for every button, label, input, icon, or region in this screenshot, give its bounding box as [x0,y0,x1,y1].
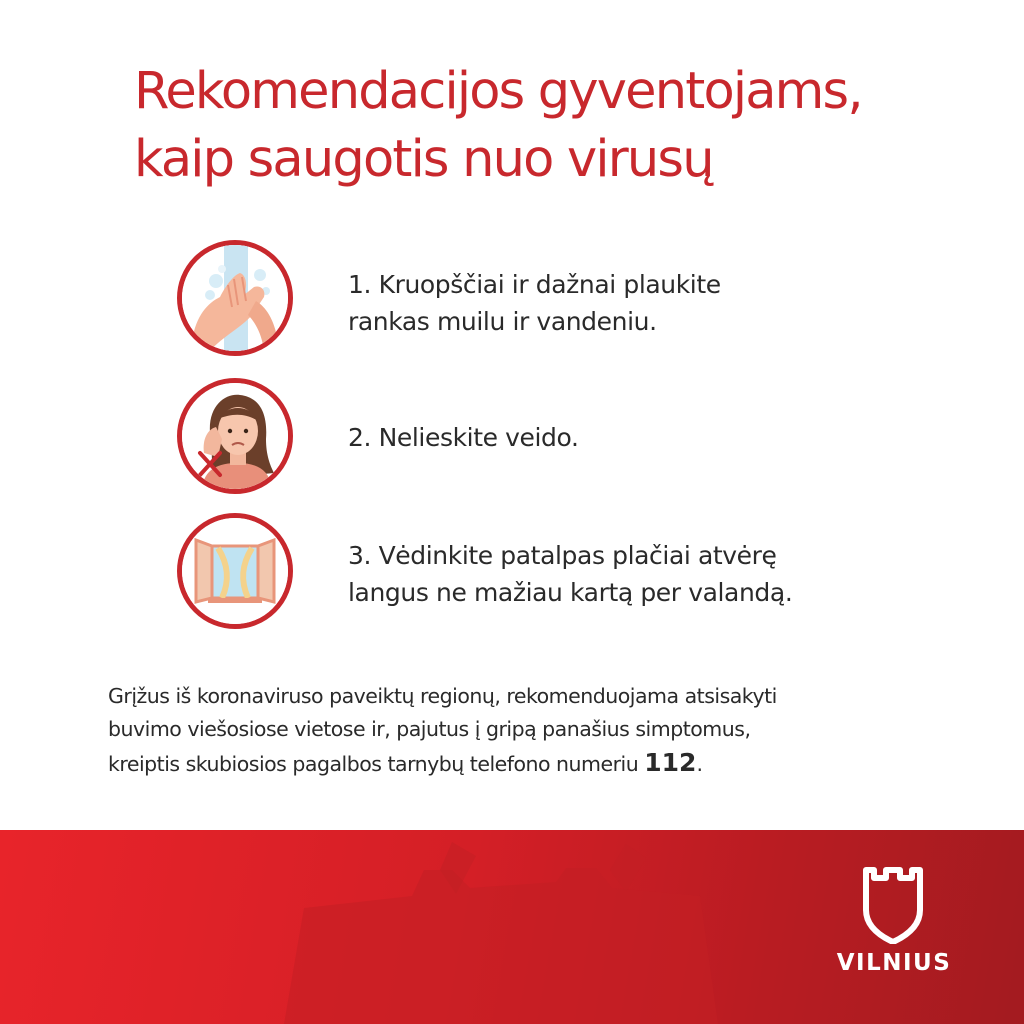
recommendation-3 [348,537,792,611]
emergency-phone-number: 112 [644,748,697,777]
recommendation-2 [348,419,579,456]
logo-text: VILNIUS [836,950,952,976]
title-line-1: Rekomendacijos gyventojams, [134,62,862,121]
recommendation-3-line-2: langus ne mažiau kartą per valandą. [348,578,793,607]
advisory-note-line-3-text: kreiptis skubiosios pagalbos tarnybų telefono numeriu [108,752,645,776]
advisory-note-line-1: Grįžus iš koronaviruso paveiktų regionų, rekomenduojama atsisakyti [108,684,777,708]
page-title [134,58,934,194]
recommendation-3-line-1: 3. Vėdinkite patalpas plačiai atvėrę [348,541,777,570]
hand-washing-icon [177,240,293,356]
no-face-touching-icon [177,378,293,494]
advisory-note-line-3 [108,746,988,781]
vilnius-tower-icon [860,866,926,944]
advisory-note-line-3-end: . [696,752,703,776]
recommendation-1-line-1: 1. Kruopščiai ir dažnai plaukite [348,270,721,299]
open-window-icon [177,513,293,629]
recommendation-1 [348,266,721,340]
recommendation-2-line-1: 2. Nelieskite veido. [348,423,579,452]
advisory-note-line-2: buvimo viešosiose vietose ir, pajutus į gripą panašius simptomus, [108,717,751,741]
advisory-note [108,680,988,781]
title-line-2: kaip saugotis nuo virusų [134,130,713,189]
vilnius-logo [826,866,962,986]
recommendation-1-line-2: rankas muilu ir vandeniu. [348,307,657,336]
